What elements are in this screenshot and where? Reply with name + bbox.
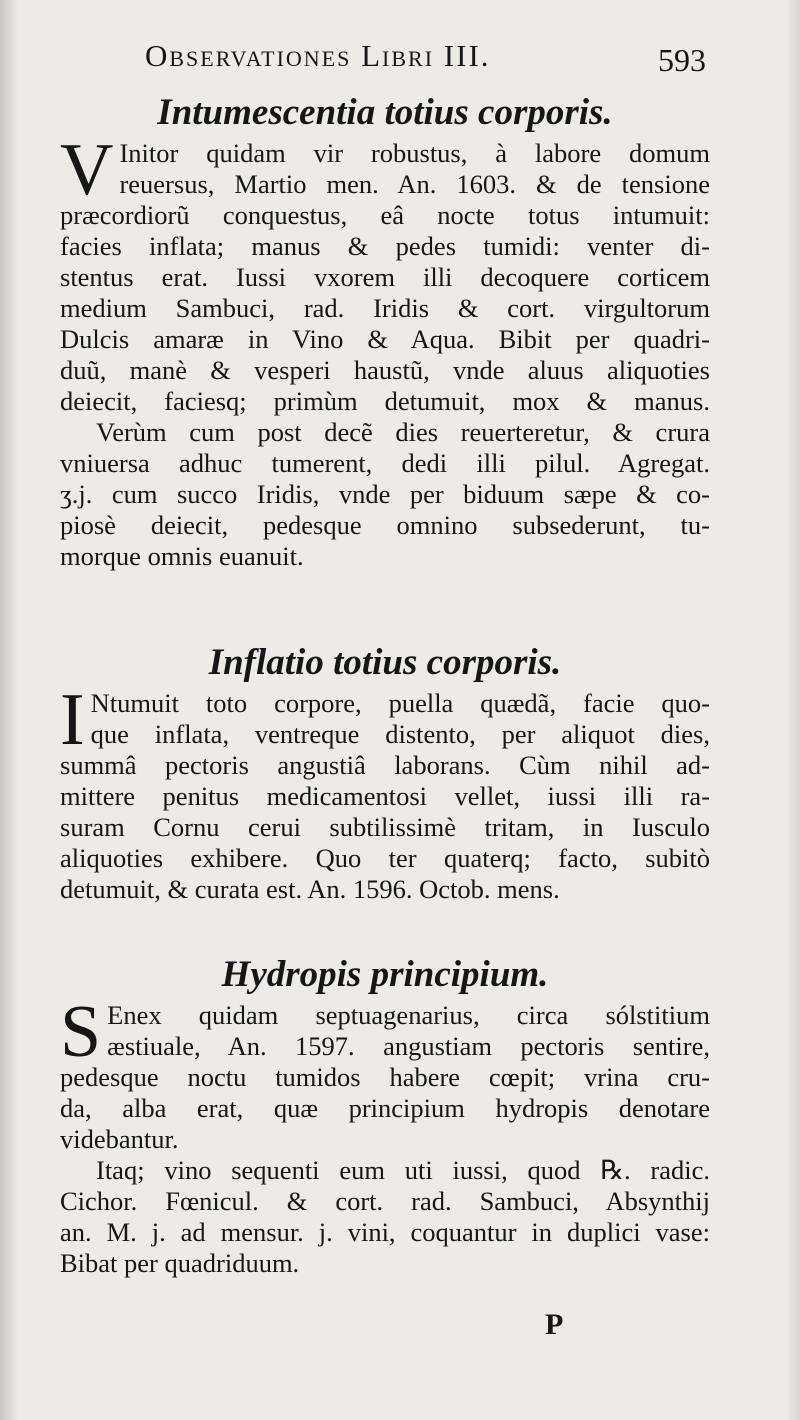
text-line: æstiuale, An. 1597. angustiam pectoris sentire, [107, 1031, 710, 1061]
paragraph [60, 1155, 710, 1279]
section-title: Intumescentia totius corporis. [157, 92, 613, 133]
text-line: Itaq; vino sequenti eum uti iussi, quod ℞. radic. [96, 1155, 710, 1185]
text-line: suram Cornu cerui subtilissimè tritam, in Iusculo [60, 812, 710, 842]
section-title: Inflatio totius corporis. [208, 642, 562, 683]
text-line: que inflata, ventreque distento, per aliquot dies, [90, 719, 710, 749]
text-line: Cichor. Fœnicul. & cort. rad. Sambuci, Absynthij [60, 1186, 710, 1216]
text-line: videbantur. [60, 1124, 179, 1154]
text-line: facies inflata; manus & pedes tumidi: venter di- [60, 231, 710, 261]
paragraph [60, 417, 710, 572]
text-line: summâ pectoris angustiâ laborans. Cùm nihil ad- [60, 750, 710, 780]
drop-cap: V [60, 129, 114, 211]
text-line: vniuersa adhuc tumerent, dedi illi pilul. Agregat. [60, 448, 710, 478]
section-title: Hydropis principium. [221, 954, 549, 995]
text-line: morque omnis euanuit. [60, 541, 304, 571]
text-line: præcordiorũ conquestus, eâ nocte totus intumuit: [60, 200, 710, 230]
paragraph [60, 679, 710, 905]
paragraph [60, 991, 710, 1155]
text-line: duũ, manè & vesperi haustũ, vnde aluus aliquoties [60, 355, 710, 385]
text-line: an. M. j. ad mensur. j. vini, coquantur in duplici vase: [60, 1217, 710, 1247]
text-line: pedesque noctu tumidos habere cœpit; vrina cru- [60, 1062, 710, 1092]
text-line: Ntumuit toto corpore, puella quædã, facie quo- [90, 688, 710, 718]
page-number: 593 [658, 42, 706, 78]
section-inflatio [60, 638, 710, 905]
section-hydropis [60, 950, 710, 1279]
running-head: Observationes Libri III. [145, 38, 491, 73]
text-line: da, alba erat, quæ principium hydropis denotare [60, 1093, 710, 1123]
text-line: Bibat per quadriduum. [60, 1248, 300, 1278]
text-line: stentus erat. Iussi vxorem illi decoquere corticem [60, 262, 710, 292]
drop-cap: S [60, 991, 102, 1073]
text-line: Enex quidam septuagenarius, circa sólstitium [107, 1000, 710, 1030]
text-line: mittere penitus medicamentosi vellet, iussi illi ra- [60, 781, 710, 811]
section-intumescentia [60, 88, 710, 572]
text-line: reuersus, Martio men. An. 1603. & de tensione [119, 169, 710, 199]
text-line: aliquoties exhibere. Quo ter quaterq; facto, subitò [60, 843, 710, 873]
text-line: Verùm cum post decẽ dies reuerteretur, & crura [96, 417, 710, 447]
paragraph [60, 129, 710, 417]
text-line: ʒ.j. cum succo Iridis, vnde per biduum sæpe & co- [60, 479, 710, 509]
signature-mark: P [545, 1308, 564, 1341]
drop-cap: I [60, 679, 85, 761]
text-line: medium Sambuci, rad. Iridis & cort. virgultorum [60, 293, 710, 323]
text-line: deiecit, faciesq; primùm detumuit, mox & manus. [60, 386, 710, 416]
text-line: Dulcis amaræ in Vino & Aqua. Bibit per quadri- [60, 324, 710, 354]
text-line: detumuit, & curata est. An. 1596. Octob. mens. [60, 874, 560, 904]
text-line: Initor quidam vir robustus, à labore domum [119, 138, 710, 168]
text-line: piosè deiecit, pedesque omnino subsederunt, tu- [60, 510, 710, 540]
